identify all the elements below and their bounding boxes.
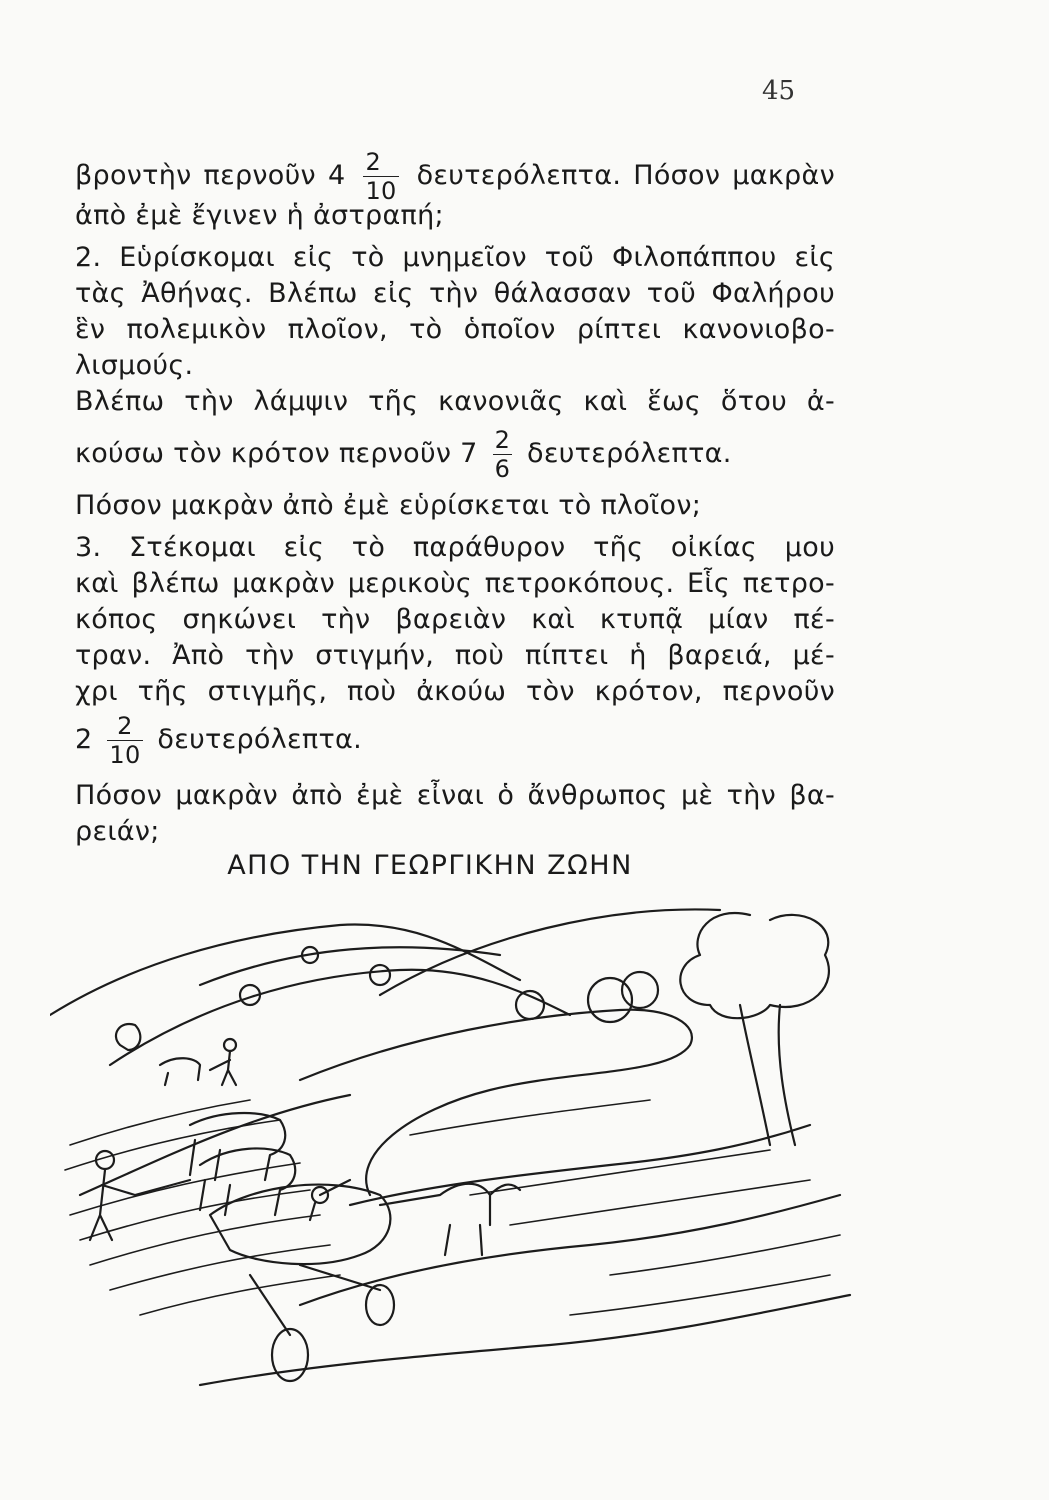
text-line-2: ἀπὸ ἐμὲ ἔγινεν ἡ ἀστραπή; (75, 200, 444, 231)
text-line-4: τὰς Ἀθήνας. Βλέπω εἰς τὴν θάλασσαν τοῦ Φαλήρου (75, 278, 835, 309)
farm-scene-drawing (50, 895, 870, 1415)
distant-plowman (160, 1039, 236, 1085)
road-edge (350, 1125, 810, 1205)
fraction-2-6 (493, 426, 513, 483)
fraction-numerator: 2 (365, 148, 382, 176)
hill-line (110, 970, 570, 1065)
tree-trunk (740, 1005, 795, 1145)
text-line-11: καὶ βλέπω μακρὰν μερικοὺς πετροκόπους. Εἷς πετρο- (75, 568, 835, 599)
hill-line (50, 925, 520, 1015)
line-15-start: 2 (75, 724, 93, 755)
text-line-8 (75, 426, 835, 483)
fraction-2-10 (107, 712, 142, 769)
section-heading: ΑΠΟ ΤΗΝ ΓΕΩΡΓΙΚΗΝ ΖΩΗΝ (227, 850, 633, 881)
furrows (65, 1100, 840, 1315)
text-line-15 (75, 712, 835, 769)
line-1-start: βροντὴν περνοῦν 4 (75, 160, 346, 191)
fraction-numerator: 2 (117, 712, 133, 740)
text-line-9: Πόσον μακρὰν ἀπὸ ἐμὲ εὑρίσκεται τὸ πλοῖον; (75, 490, 702, 521)
text-line-7: Βλέπω τὴν λάμψιν τῆς κανονιᾶς καὶ ἕως ὅτου ἀ- (75, 386, 835, 417)
text-line-1 (75, 148, 835, 205)
road-edge (200, 1295, 850, 1385)
hill-line (380, 909, 720, 995)
text-line-17: ρειάν; (75, 816, 160, 847)
text-line-13: τραν. Ἀπὸ τὴν στιγμήν, ποὺ πίπτει ἡ βαρειά, μέ- (75, 640, 835, 671)
fraction-2-10 (363, 148, 398, 205)
page-number: 45 (762, 76, 796, 106)
line-15-end: δευτερόλεπτα. (157, 724, 363, 755)
line-8-end: δευτερόλεπτα. (527, 438, 732, 469)
text-line-6: λισμούς. (75, 350, 194, 381)
fraction-denominator: 10 (109, 741, 141, 769)
text-line-14: χρι τῆς στιγμῆς, ποὺ ἀκούω τὸν κρότον, περνοῦν (75, 676, 835, 707)
tree-canopy (680, 913, 829, 1018)
hill-line (200, 947, 500, 985)
text-line-16: Πόσον μακρὰν ἀπὸ ἐμὲ εἶναι ὁ ἄνθρωπος μὲ τὴν βα- (75, 780, 835, 811)
text-line-10: 3. Στέκομαι εἰς τὸ παράθυρον τῆς οἰκίας μου (75, 532, 835, 563)
distant-trees (116, 947, 658, 1050)
line-8-start: κούσω τὸν κρότον περνοῦν 7 (75, 438, 478, 469)
text-line-12: κόπος σηκώνει τὴν βαρειὰν καὶ κτυπᾷ μίαν πέ- (75, 604, 835, 635)
fraction-denominator: 6 (494, 455, 511, 483)
fraction-numerator: 2 (494, 426, 511, 454)
text-line-3: 2. Εὑρίσκομαι εἰς τὸ μνημεῖον τοῦ Φιλοπάππου εἰς (75, 242, 835, 273)
line-1-end: δευτερόλεπτα. Πόσον μακρὰν (416, 160, 835, 191)
text-line-5: ἓν πολεμικὸν πλοῖον, τὸ ὁποῖον ρίπτει κανονιοβο- (75, 314, 835, 345)
fraction-denominator: 10 (365, 177, 397, 205)
